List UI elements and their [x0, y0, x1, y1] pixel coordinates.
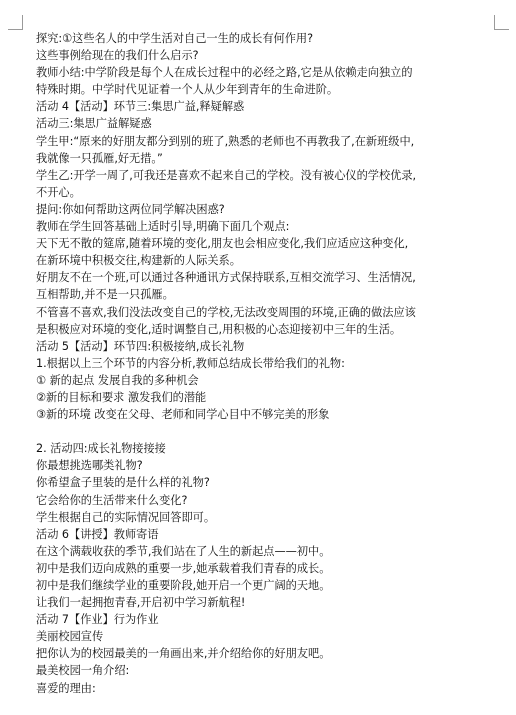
paragraph-line: 天下无不散的筵席,随着环境的变化,朋友也会相应变化,我们应适应这种变化,	[36, 237, 409, 251]
section-heading: 2. 活动四:成长礼物接接接	[36, 442, 166, 456]
paragraph-line: 是积极应对环境的变化,适时调整自己,用积极的心态迎接初中三年的生活。	[36, 322, 402, 336]
paragraph-line: 提问:你如何帮助这两位同学解决困惑?	[36, 202, 225, 216]
paragraph-line: 1.根据以上三个环节的内容分析,教师总结成长带给我们的礼物:	[36, 356, 345, 370]
paragraph-line: 特殊时期。中学时代见证着一个人从少年到青年的生命进阶。	[36, 83, 339, 97]
document-body	[36, 30, 496, 697]
paragraph-line: 喜爱的理由:	[36, 681, 96, 695]
paragraph-line: 最美校园一角介绍:	[36, 664, 130, 678]
activity-heading: 活动 6【讲授】教师寄语	[36, 527, 159, 541]
paragraph-line: 在这个满载收获的季节,我们站在了人生的新起点——初中。	[36, 544, 331, 558]
activity-heading: 活动 5【活动】环节四:积极接纳,成长礼物	[36, 339, 245, 353]
page-corner-mark-right	[494, 15, 509, 30]
list-item: ②新的目标和要求 激发我们的潜能	[36, 390, 207, 404]
list-item: ① 新的起点 发展自我的多种机会	[36, 373, 199, 387]
paragraph-line: 教师小结:中学阶段是每个人在成长过程中的必经之路,它是从依赖走向独立的	[36, 66, 413, 80]
paragraph-line: 互相帮助,并不是一只孤雁。	[36, 288, 174, 302]
section-heading: 美丽校园宣传	[36, 630, 104, 644]
paragraph-line: 让我们一起拥抱青春,开启初中学习新航程!	[36, 596, 246, 610]
paragraph-line: 不管喜不喜欢,我们没法改变自己的学校,无法改变周围的环境,正确的做法应该	[36, 305, 416, 319]
page-corner-mark-left	[8, 15, 23, 30]
paragraph-line: 它会给你的生活带来什么变化?	[36, 493, 188, 507]
blank-line	[36, 423, 496, 440]
paragraph-line: 你希望盒子里装的是什么样的礼物?	[36, 476, 210, 490]
paragraph-line: 你最想挑选哪类礼物?	[36, 459, 143, 473]
section-heading: 活动三:集思广益解疑惑	[36, 117, 152, 131]
activity-heading: 活动 4【活动】环节三:集思广益,释疑解惑	[36, 100, 245, 114]
paragraph-line: 我就像一只孤雁,好无措。”	[36, 151, 163, 165]
paragraph-line: 这些事例给现在的我们什么启示?	[36, 49, 199, 63]
paragraph-line: 初中是我们继续学业的重要阶段,她开启一个更广阔的天地。	[36, 579, 331, 592]
activity-heading: 活动 7【作业】行为作业	[36, 613, 159, 627]
paragraph-line: 教师在学生回答基础上适时引导,明确下面几个观点:	[36, 220, 290, 234]
list-item: ③新的环境 改变在父母、老师和同学心目中不够完美的形象	[36, 408, 330, 422]
paragraph-line: 好朋友不在一个班,可以通过各种通讯方式保持联系,互相交流学习、生活情况,	[36, 271, 416, 285]
paragraph-line: 初中是我们迈向成熟的重要一步,她承载着我们青春的成长。	[36, 561, 331, 575]
paragraph-line: 学生乙:开学一周了,可我还是喜欢不起来自己的学校。没有被心仪的学校优录,	[36, 168, 417, 182]
paragraph-line: 学生甲:“原来的好朋友都分到别的班了,熟悉的老师也不再教我了,在新班级中,	[36, 134, 415, 148]
paragraph-line: 在新环境中积极交往,构建新的人际关系。	[36, 254, 241, 268]
paragraph-line: 探究:①这些名人的中学生活对自己一生的成长有何作用?	[36, 32, 314, 45]
paragraph-line: 不开心。	[36, 185, 81, 199]
paragraph-line: 学生根据自己的实际情况回答即可。	[36, 510, 216, 524]
paragraph-line: 把你认为的校园最美的一角画出来,并介绍给你的好朋友吧。	[36, 647, 331, 661]
